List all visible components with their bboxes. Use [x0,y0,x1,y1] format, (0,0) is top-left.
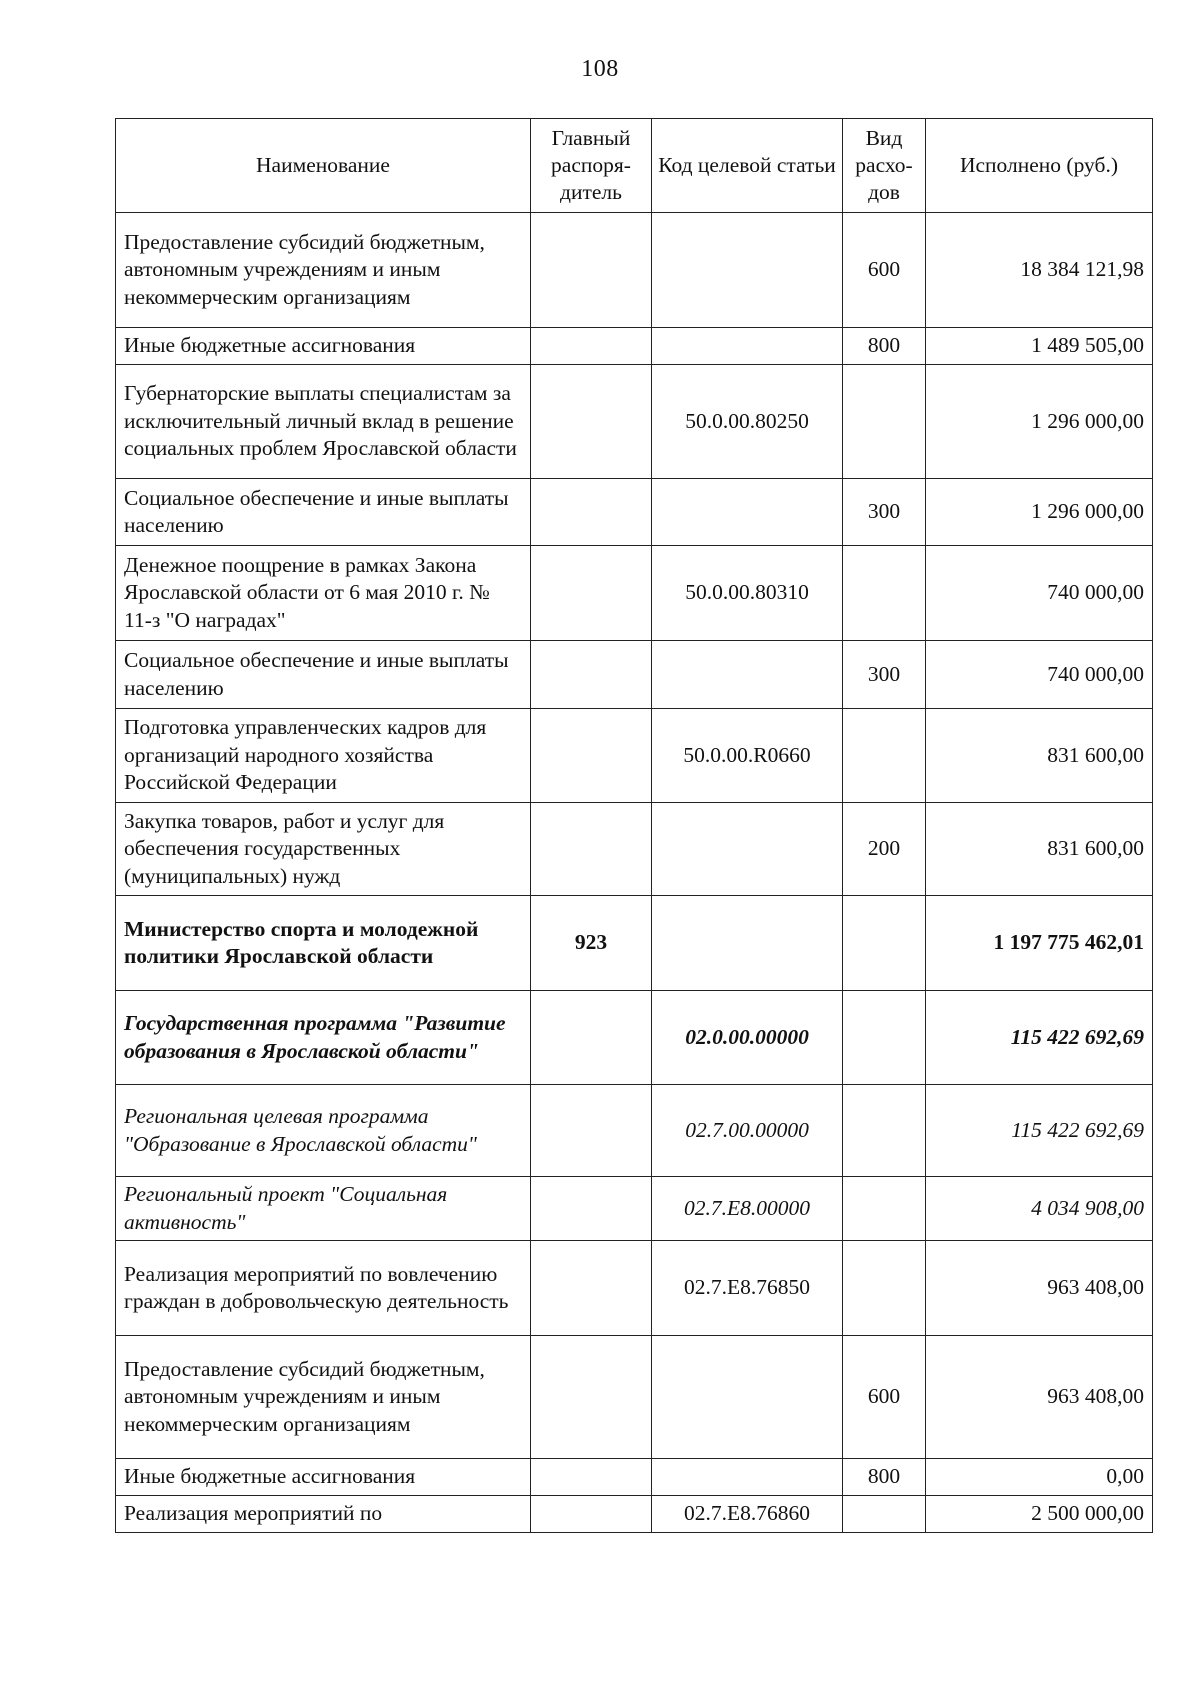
cell-code [652,328,843,365]
cell-amount: 1 296 000,00 [926,365,1153,479]
cell-code: 02.7.E8.00000 [652,1177,843,1241]
table-row [116,213,1153,328]
cell-name: Социальное обеспечение и иные выплаты населению [116,641,531,709]
cell-ggrbs [531,1459,652,1496]
cell-vid [843,1496,926,1533]
cell-ggrbs [531,328,652,365]
cell-amount: 963 408,00 [926,1241,1153,1336]
table-row [116,803,1153,896]
cell-ggrbs [531,1496,652,1533]
cell-vid [843,709,926,803]
cell-name: Губернаторские выплаты специалистам за исключительный личный вклад в решение социальных проблем Ярославской области [116,365,531,479]
cell-vid [843,896,926,991]
cell-ggrbs [531,1241,652,1336]
cell-code: 02.7.E8.76860 [652,1496,843,1533]
cell-ggrbs [531,1177,652,1241]
cell-ggrbs [531,1085,652,1177]
cell-name: Государственная программа "Развитие образования в Ярославской области" [116,991,531,1085]
cell-name: Региональный проект "Социальная активность" [116,1177,531,1241]
header-name: Наименование [116,119,531,213]
table-row [116,1459,1153,1496]
cell-name: Региональная целевая программа "Образование в Ярославской области" [116,1085,531,1177]
cell-amount: 1 197 775 462,01 [926,896,1153,991]
cell-name: Закупка товаров, работ и услуг для обеспечения государственных (муниципальных) нужд [116,803,531,896]
header-amount: Исполнено (руб.) [926,119,1153,213]
table-row [116,1496,1153,1533]
cell-vid [843,546,926,641]
table-row [116,1177,1153,1241]
table-row [116,328,1153,365]
cell-vid: 600 [843,1336,926,1459]
cell-ggrbs: 923 [531,896,652,991]
cell-code [652,896,843,991]
page-number: 108 [581,56,619,82]
header-ggrbs: Главный распоря-дитель [531,119,652,213]
cell-name: Иные бюджетные ассигнования [116,328,531,365]
cell-amount: 831 600,00 [926,803,1153,896]
cell-vid [843,1085,926,1177]
cell-vid [843,1241,926,1336]
cell-amount: 740 000,00 [926,546,1153,641]
cell-amount: 831 600,00 [926,709,1153,803]
cell-vid [843,991,926,1085]
cell-name: Иные бюджетные ассигнования [116,1459,531,1496]
cell-name: Денежное поощрение в рамках Закона Ярославской области от 6 мая 2010 г. № 11-з "О наградах" [116,546,531,641]
cell-vid: 800 [843,328,926,365]
cell-ggrbs [531,365,652,479]
cell-amount: 1 296 000,00 [926,479,1153,546]
cell-vid [843,1177,926,1241]
table-row [116,1085,1153,1177]
cell-code [652,803,843,896]
table-row [116,709,1153,803]
cell-name: Предоставление субсидий бюджетным, автономным учреждениям и иным некоммерческим организациям [116,213,531,328]
cell-ggrbs [531,1336,652,1459]
table-row [116,1336,1153,1459]
cell-name: Подготовка управленческих кадров для организаций народного хозяйства Российской Федерации [116,709,531,803]
cell-ggrbs [531,709,652,803]
cell-code: 02.7.E8.76850 [652,1241,843,1336]
table-row [116,896,1153,991]
table-row [116,641,1153,709]
cell-vid: 300 [843,641,926,709]
cell-code: 50.0.00.80250 [652,365,843,479]
cell-code [652,213,843,328]
cell-name: Реализация мероприятий по вовлечению граждан в добровольческую деятельность [116,1241,531,1336]
cell-amount: 1 489 505,00 [926,328,1153,365]
cell-name: Социальное обеспечение и иные выплаты населению [116,479,531,546]
cell-vid [843,365,926,479]
cell-ggrbs [531,479,652,546]
cell-code: 50.0.00.80310 [652,546,843,641]
cell-name: Министерство спорта и молодежной политики Ярославской области [116,896,531,991]
cell-ggrbs [531,546,652,641]
cell-amount: 18 384 121,98 [926,213,1153,328]
cell-amount: 740 000,00 [926,641,1153,709]
cell-code: 02.7.00.00000 [652,1085,843,1177]
table-row [116,546,1153,641]
table-row [116,365,1153,479]
cell-vid: 200 [843,803,926,896]
cell-ggrbs [531,991,652,1085]
cell-ggrbs [531,803,652,896]
cell-ggrbs [531,641,652,709]
table-row [116,1241,1153,1336]
cell-code [652,479,843,546]
cell-amount: 115 422 692,69 [926,991,1153,1085]
cell-name: Реализация мероприятий по [116,1496,531,1533]
cell-code [652,1459,843,1496]
budget-table [115,118,1153,1533]
cell-amount: 2 500 000,00 [926,1496,1153,1533]
cell-code [652,1336,843,1459]
cell-ggrbs [531,213,652,328]
cell-vid: 600 [843,213,926,328]
cell-vid: 800 [843,1459,926,1496]
cell-code [652,641,843,709]
cell-code: 02.0.00.00000 [652,991,843,1085]
cell-amount: 4 034 908,00 [926,1177,1153,1241]
header-code: Код целевой статьи [652,119,843,213]
cell-code: 50.0.00.R0660 [652,709,843,803]
table-row [116,479,1153,546]
header-vid: Вид расхо-дов [843,119,926,213]
cell-amount: 0,00 [926,1459,1153,1496]
table-row [116,991,1153,1085]
table-header-row [116,119,1153,213]
cell-vid: 300 [843,479,926,546]
cell-name: Предоставление субсидий бюджетным, автономным учреждениям и иным некоммерческим организациям [116,1336,531,1459]
cell-amount: 963 408,00 [926,1336,1153,1459]
cell-amount: 115 422 692,69 [926,1085,1153,1177]
